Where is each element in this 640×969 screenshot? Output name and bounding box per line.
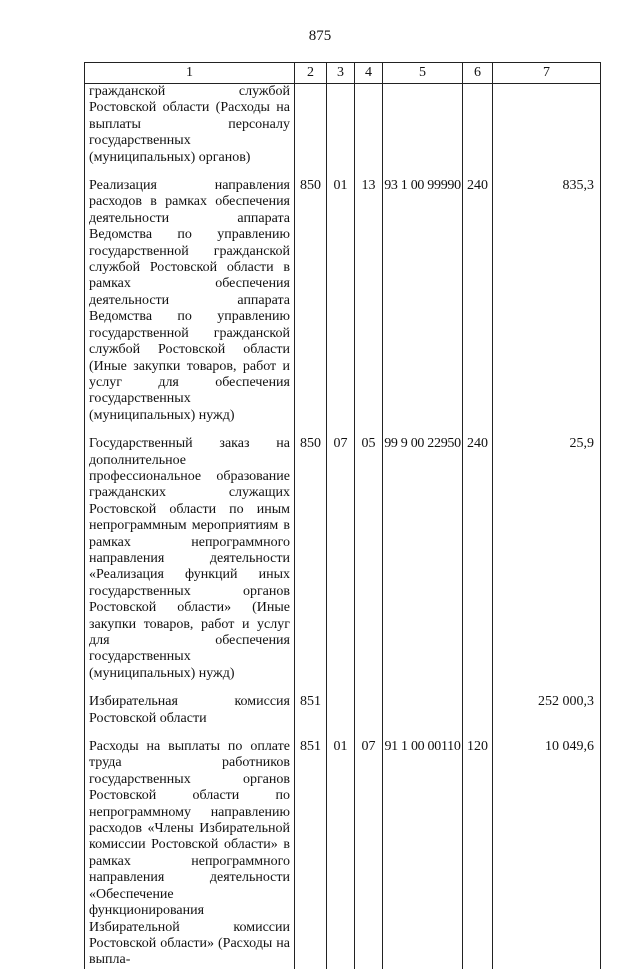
page-number: 875: [308, 28, 332, 44]
column-header-7: 7: [493, 63, 601, 84]
table-row: [85, 424, 601, 682]
row-section-code: [327, 682, 355, 727]
budget-table: [84, 62, 601, 969]
row-expense-type-code: 240: [463, 424, 493, 682]
row-description: Реализация направления расходов в рамках обеспечения деятельности аппарата Ведомства по управлению государственной гражданской службой Ростовской области в рамках обеспечения деятельности аппарата Ведомства по управлению государственной гражданской службой Ростовской области (Иные закупки товаров, работ и услуг для обеспечения государственных (муниципальных) нужд): [85, 166, 295, 424]
row-section-code: 01: [327, 166, 355, 424]
row-ministry-code: 850: [295, 166, 327, 424]
row-expense-type-code: [463, 84, 493, 167]
column-header-3: 3: [327, 63, 355, 84]
row-subsection-code: [355, 682, 383, 727]
column-header-6: 6: [463, 63, 493, 84]
row-section-code: 01: [327, 727, 355, 969]
row-target-code: [383, 84, 463, 167]
column-header-5: 5: [383, 63, 463, 84]
row-amount: 835,3: [493, 166, 601, 424]
row-description: Избирательная комиссия Ростовской области: [85, 682, 295, 727]
row-ministry-code: 850: [295, 424, 327, 682]
row-target-code: 93 1 00 99990: [383, 166, 463, 424]
table-header-row: [85, 63, 601, 84]
row-expense-type-code: 240: [463, 166, 493, 424]
row-target-code: 99 9 00 22950: [383, 424, 463, 682]
row-subsection-code: 13: [355, 166, 383, 424]
row-ministry-code: 851: [295, 682, 327, 727]
row-amount: 25,9: [493, 424, 601, 682]
column-header-2: 2: [295, 63, 327, 84]
table-row: [85, 727, 601, 969]
column-header-1: 1: [85, 63, 295, 84]
row-target-code: 91 1 00 00110: [383, 727, 463, 969]
row-section-code: 07: [327, 424, 355, 682]
row-subsection-code: 07: [355, 727, 383, 969]
row-target-code: [383, 682, 463, 727]
table-row: [85, 166, 601, 424]
row-subsection-code: 05: [355, 424, 383, 682]
column-header-4: 4: [355, 63, 383, 84]
table-row: [85, 682, 601, 727]
row-ministry-code: 851: [295, 727, 327, 969]
row-expense-type-code: [463, 682, 493, 727]
row-description: Государственный заказ на дополнительное профессиональное образование гражданских служащих Ростовской области по иным непрограммным мероприятиям в рамках непрограммного направления деятельности «Реализация функций иных государственных органов Ростовской области» (Иные закупки товаров, работ и услуг для обеспечения государственных (муниципальных) нужд): [85, 424, 295, 682]
row-description: гражданской службой Ростовской области (Расходы на выплаты персоналу государственных (муниципальных) органов): [85, 84, 295, 167]
row-amount: 10 049,6: [493, 727, 601, 969]
row-amount: [493, 84, 601, 167]
table-row: [85, 84, 601, 167]
row-ministry-code: [295, 84, 327, 167]
row-subsection-code: [355, 84, 383, 167]
row-section-code: [327, 84, 355, 167]
row-expense-type-code: 120: [463, 727, 493, 969]
row-amount: 252 000,3: [493, 682, 601, 727]
row-description: Расходы на выплаты по оплате труда работников государственных органов Ростовской области по непрограммному направлению расходов «Члены Избирательной комиссии Ростовской области» в рамках непрограммного направления деятельности «Обеспечение функционирования Избирательной комиссии Ростовской области» (Расходы на выпла-: [85, 727, 295, 969]
